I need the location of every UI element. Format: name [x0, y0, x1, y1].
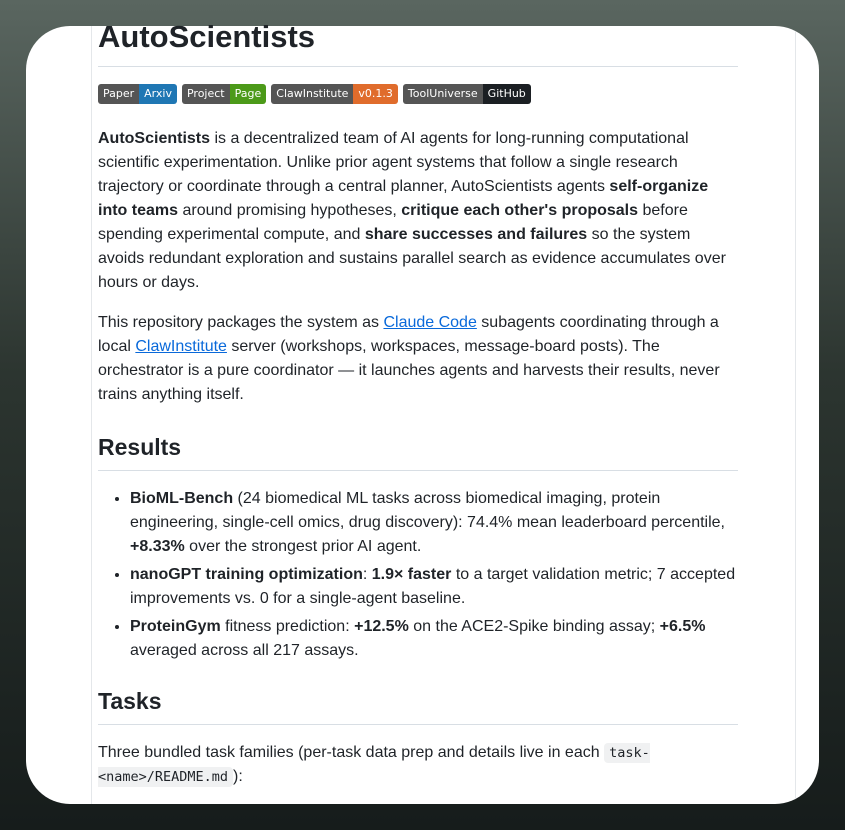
badge-paper-arxiv[interactable] — [98, 84, 177, 104]
intro-paragraph — [98, 127, 738, 295]
intro-text: around promising hypotheses, — [178, 202, 402, 219]
badge-row — [98, 84, 738, 104]
repo-paragraph — [98, 311, 738, 407]
badge-label: Paper — [98, 84, 139, 104]
badge-value: Arxiv — [139, 84, 177, 104]
page-title: AutoScientists — [98, 22, 738, 67]
tasks-text: Three bundled task families (per-task data prep and details live in each — [98, 744, 605, 761]
item-strong: BioML-Bench — [130, 490, 234, 507]
results-list — [98, 487, 738, 663]
list-item — [130, 563, 738, 611]
badge-clawinstitute-version[interactable] — [271, 84, 398, 104]
item-text: on the ACE2-Spike binding assay; — [408, 618, 660, 635]
item-strong: nanoGPT training optimization — [130, 566, 363, 583]
repo-text: subagents coordinating through a local — [98, 314, 719, 355]
badge-label: ClawInstitute — [271, 84, 353, 104]
badge-value: GitHub — [483, 84, 531, 104]
list-item — [130, 487, 738, 559]
repo-text: server (workshops, workspaces, message-board posts). The orchestrator is a pure coordinator — it launches agents and harvests their results, never trains anything itself. — [98, 338, 720, 403]
intro-text: so the system avoids redundant exploration and sustains parallel search as evidence accumulates over hours or days. — [98, 226, 726, 291]
intro-strong: AutoScientists — [98, 130, 211, 147]
intro-strong: critique each other's proposals — [401, 202, 639, 219]
item-strong: +8.33% — [130, 538, 185, 555]
badge-label: Project — [182, 84, 230, 104]
intro-strong: self-organize into teams — [98, 178, 709, 219]
item-text: : — [362, 566, 372, 583]
results-heading: Results — [98, 433, 738, 471]
item-text: to a target validation metric; 7 accepted improvements vs. 0 for a single-agent baseline. — [130, 566, 736, 607]
list-item — [130, 615, 738, 663]
claude-code-link[interactable]: Claude Code — [383, 314, 477, 331]
tasks-paragraph — [98, 741, 738, 789]
item-strong: +6.5% — [659, 618, 706, 635]
clawinstitute-link[interactable]: ClawInstitute — [135, 338, 227, 355]
repo-text: This repository packages the system as — [98, 314, 384, 331]
badge-value: Page — [230, 84, 267, 104]
tasks-heading: Tasks — [98, 687, 738, 725]
item-strong: +12.5% — [354, 618, 409, 635]
item-text: over the strongest prior AI agent. — [184, 538, 422, 555]
readme-path-code: task-<name>/README.md — [98, 745, 650, 785]
item-strong: 1.9× faster — [371, 566, 452, 583]
badge-tooluniverse-github[interactable] — [403, 84, 531, 104]
item-text: (24 biomedical ML tasks across biomedical imaging, protein engineering, single-cell omics, drug discovery): 74.4% mean leaderboard percentile, — [130, 490, 725, 531]
badge-project-page[interactable] — [182, 84, 266, 104]
item-text: fitness prediction: — [220, 618, 355, 635]
badge-label: ToolUniverse — [403, 84, 483, 104]
intro-strong: share successes and failures — [364, 226, 588, 243]
readme-content — [98, 19, 738, 789]
intro-text: before spending experimental compute, and — [98, 202, 688, 243]
badge-value: v0.1.3 — [353, 84, 398, 104]
tasks-text: ): — [233, 768, 243, 785]
item-strong: ProteinGym — [130, 618, 221, 635]
item-text: averaged across all 217 assays. — [130, 642, 359, 659]
intro-text: is a decentralized team of AI agents for long-running computational scientific experimentation. Unlike prior agent systems that follow a single research trajectory or coordinate through a central planner, AutoScientists agents — [98, 130, 689, 195]
